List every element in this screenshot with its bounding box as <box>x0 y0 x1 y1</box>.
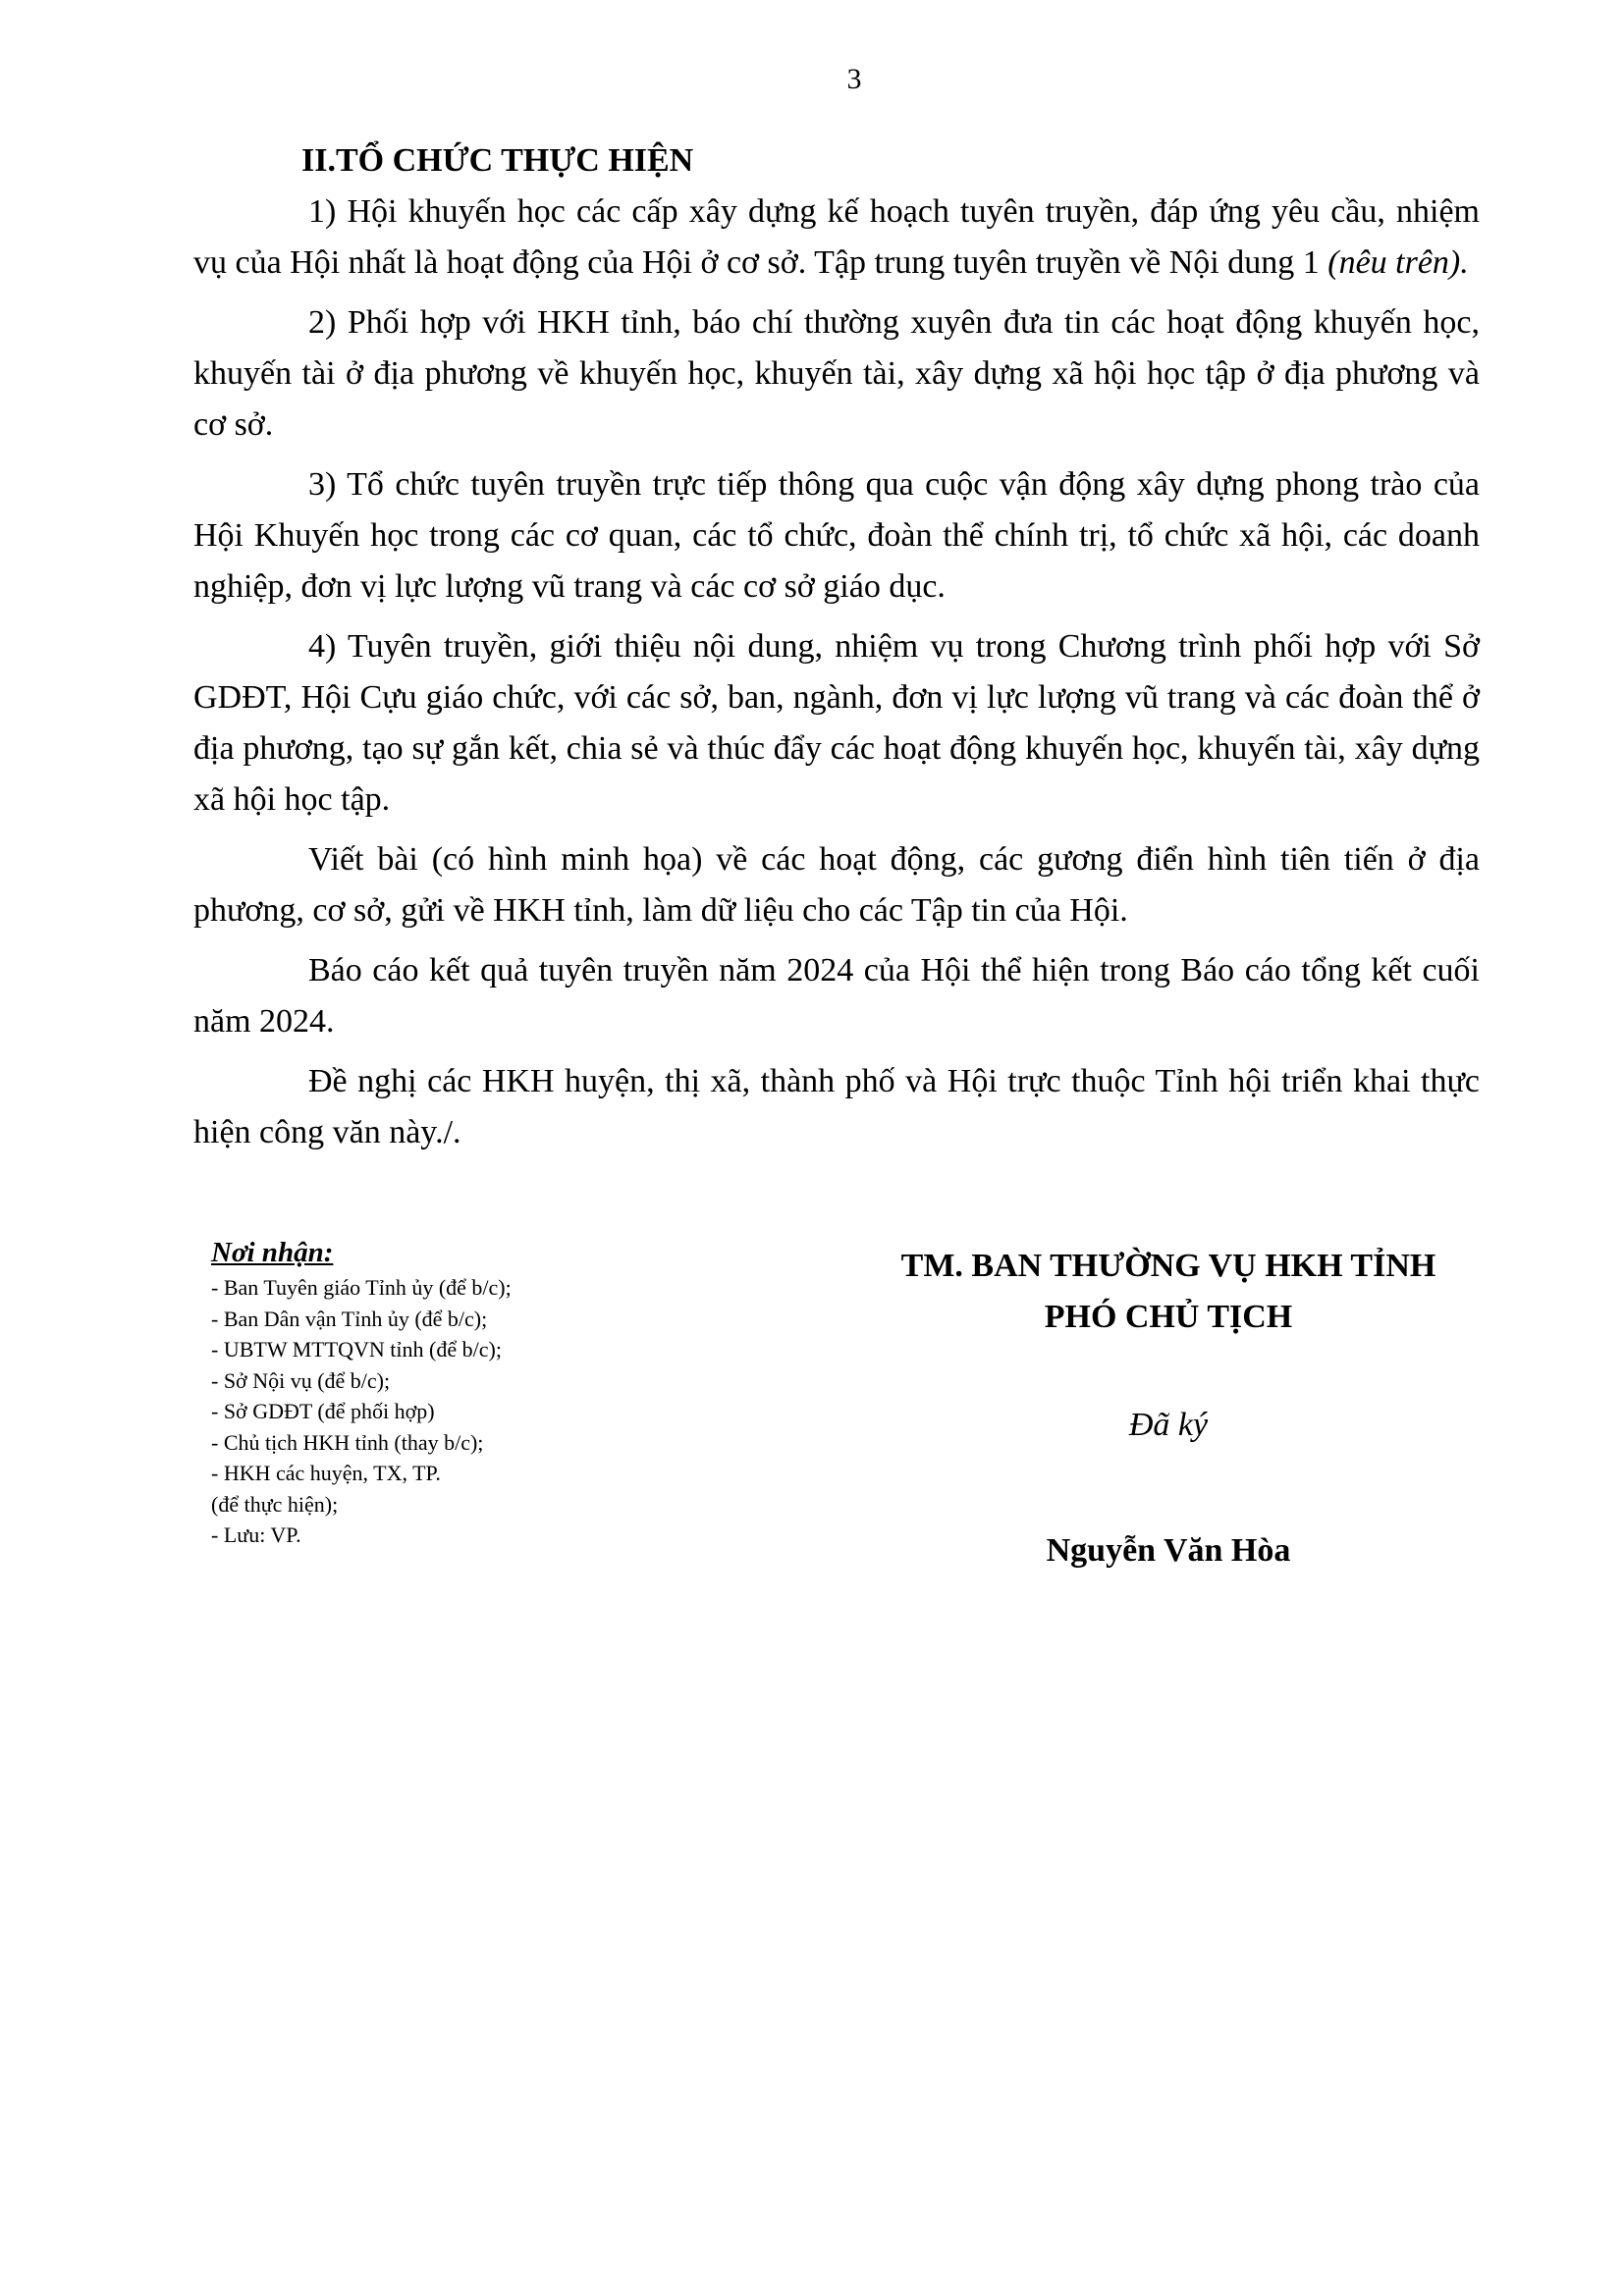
signature-signed-mark: Đã ký <box>1128 1407 1209 1443</box>
paragraph-3: 3) Tổ chức tuyên truyền trực tiếp thông qua cuộc vận động xây dựng phong trào của Hội Khuyến học trong các cơ quan, các tổ chức, đoàn thể chính trị, tổ chức xã hội, các doanh nghiệp, đơn vị lực lượng vũ trang và các cơ sở giáo dục. <box>193 466 1480 605</box>
paragraph-1-text: 1) Hội khuyến học các cấp xây dựng kế hoạch tuyên truyền, đáp ứng yêu cầu, nhiệm vụ của Hội nhất là hoạt động của Hội ở cơ sở. Tập trung tuyên truyền về Nội dung 1 <box>193 193 1480 281</box>
signature-block <box>785 1241 1551 1576</box>
signature-title: PHÓ CHỦ TỊCH <box>1044 1299 1293 1335</box>
recipients-title: Nơi nhận: <box>211 1237 334 1268</box>
paragraph-2: 2) Phối hợp với HKH tỉnh, báo chí thường xuyên đưa tin các hoạt động khuyến học, khuyến tài ở địa phương về khuyến học, khuyến tài, xây dựng xã hội học tập ở địa phương và cơ sở. <box>193 304 1480 443</box>
page-number: 3 <box>846 63 862 95</box>
paragraph-6: Báo cáo kết quả tuyên truyền năm 2024 của Hội thể hiện trong Báo cáo tổng kết cuối năm 2024. <box>193 952 1480 1040</box>
recipient-item: - Chủ tịch HKH tỉnh (thay b/c); <box>211 1429 484 1455</box>
document-body <box>193 135 1480 1167</box>
recipient-item: - Ban Tuyên giáo Tỉnh ủy (để b/c); <box>211 1275 512 1300</box>
paragraph-5: Viết bài (có hình minh họa) về các hoạt động, các gương điển hình tiên tiến ở địa phương, cơ sở, gửi về HKH tỉnh, làm dữ liệu cho các Tập tin của Hội. <box>193 841 1480 929</box>
recipients-list <box>211 1272 761 1551</box>
recipient-item: - UBTW MTTQVN tỉnh (để b/c); <box>211 1337 502 1362</box>
recipients-block <box>211 1235 761 1551</box>
recipient-item: - Lưu: VP. <box>211 1522 301 1547</box>
recipient-item: - Sở GDĐT (để phối hợp) <box>211 1399 435 1423</box>
paragraph-1-italic: (nêu trên). <box>1327 244 1469 281</box>
recipient-item: (để thực hiện); <box>211 1491 339 1517</box>
recipient-item: - Ban Dân vận Tỉnh ủy (để b/c); <box>211 1306 488 1331</box>
recipient-item: - Sở Nội vụ (để b/c); <box>211 1367 391 1393</box>
paragraph-7: Đề nghị các HKH huyện, thị xã, thành phố và Hội trực thuộc Tỉnh hội triển khai thực hiện công văn này./. <box>193 1063 1480 1150</box>
signer-name: Nguyễn Văn Hòa <box>1046 1532 1291 1569</box>
recipient-item: - HKH các huyện, TX, TP. <box>211 1461 441 1485</box>
paragraph-1 <box>193 187 1480 289</box>
signature-organization: TM. BAN THƯỜNG VỤ HKH TỈNH <box>900 1248 1436 1284</box>
section-heading: II.TỔ CHỨC THỰC HIỆN <box>301 142 694 179</box>
paragraph-4: 4) Tuyên truyền, giới thiệu nội dung, nhiệm vụ trong Chương trình phối hợp với Sở GDĐT, Hội Cựu giáo chức, với các sở, ban, ngành, đơn vị lực lượng vũ trang và các đoàn thể ở địa phương, tạo sự gắn kết, chia sẻ và thúc đẩy các hoạt động khuyến học, khuyến tài, xây dựng xã hội học tập. <box>193 628 1480 818</box>
